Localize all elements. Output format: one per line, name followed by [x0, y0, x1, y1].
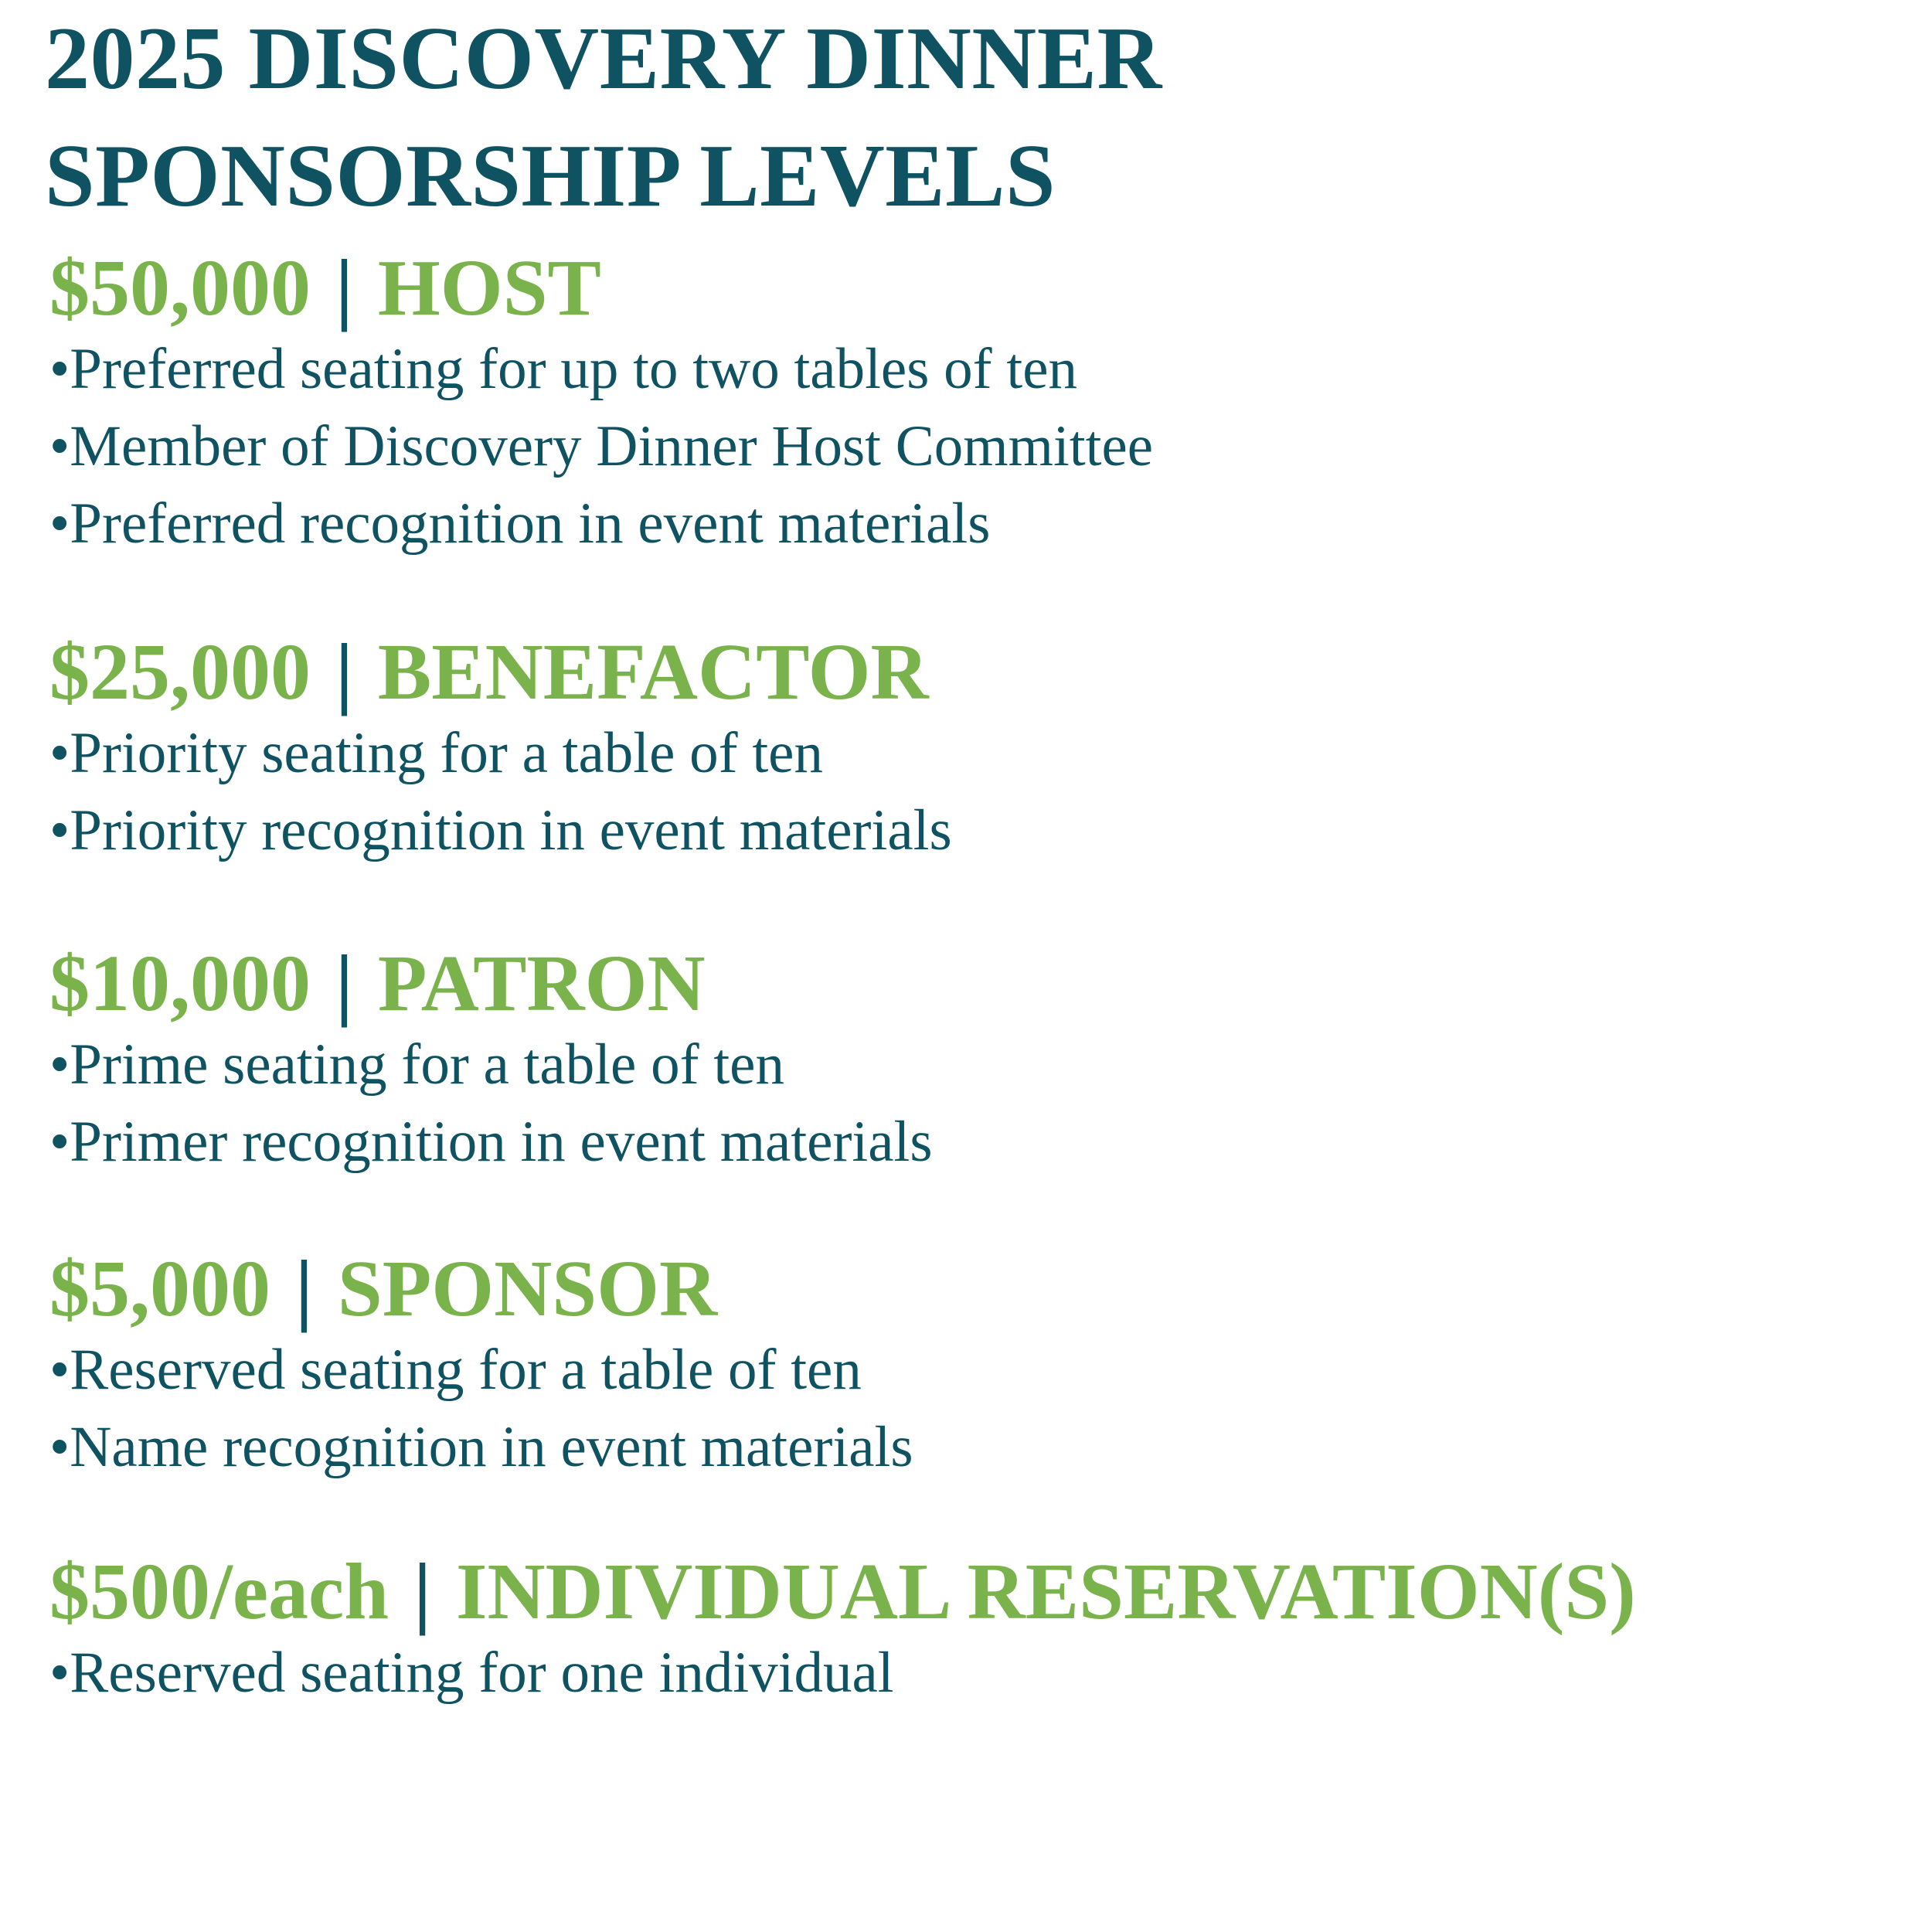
level-name: HOST — [377, 243, 601, 332]
level-amount: $500/each — [49, 1547, 389, 1636]
level-name: PATRON — [377, 939, 706, 1028]
bullet-icon: • — [49, 337, 70, 401]
level-separator: | — [295, 1244, 313, 1333]
benefit-item — [49, 1634, 1636, 1712]
level-separator: | — [335, 243, 353, 332]
level-separator: | — [335, 628, 353, 716]
level-patron — [49, 941, 933, 1181]
bullet-icon: • — [49, 1338, 70, 1402]
bullet-icon: • — [49, 1032, 70, 1097]
benefit-text: Preferred seating for up to two tables of ten — [70, 337, 1078, 401]
level-amount: $10,000 — [49, 939, 311, 1028]
level-host — [49, 243, 1154, 563]
level-name: SPONSOR — [337, 1244, 718, 1333]
bullet-icon: • — [49, 1110, 70, 1174]
benefit-text: Reserved seating for one individual — [70, 1641, 894, 1705]
bullet-icon: • — [49, 721, 70, 785]
level-amount: $5,000 — [49, 1244, 270, 1333]
benefit-text: Reserved seating for a table of ten — [70, 1338, 862, 1402]
level-amount: $25,000 — [49, 628, 311, 716]
level-benefactor — [49, 630, 952, 869]
benefit-list — [49, 1026, 933, 1181]
bullet-icon: • — [49, 1415, 70, 1479]
benefit-text: Priority recognition in event materials — [70, 798, 952, 862]
bullet-icon: • — [49, 492, 70, 556]
level-separator: | — [413, 1547, 431, 1636]
benefit-list — [49, 331, 1153, 563]
title-line-2: SPONSORSHIP LEVELS — [45, 127, 1056, 226]
benefit-item — [49, 1026, 933, 1104]
benefit-item — [49, 485, 1153, 563]
benefit-text: Prime seating for a table of ten — [70, 1032, 784, 1097]
level-heading — [49, 630, 952, 715]
benefit-item — [49, 1409, 913, 1486]
title-line-1: 2025 DISCOVERY DINNER — [45, 9, 1162, 108]
level-heading — [49, 941, 933, 1026]
bullet-icon: • — [49, 1641, 70, 1705]
level-heading — [49, 243, 1153, 332]
level-name: INDIVIDUAL RESERVATION(S) — [455, 1547, 1636, 1636]
level-heading — [49, 1244, 913, 1333]
benefit-text: Member of Discovery Dinner Host Committee — [70, 414, 1154, 478]
benefit-item — [49, 792, 952, 869]
level-sponsor — [49, 1244, 913, 1486]
page-title — [45, 0, 1162, 235]
benefit-text: Name recognition in event materials — [70, 1415, 913, 1479]
benefit-item — [49, 1332, 913, 1409]
bullet-icon: • — [49, 414, 70, 478]
level-separator: | — [335, 939, 353, 1028]
benefit-item — [49, 715, 952, 792]
benefit-text: Priority seating for a table of ten — [70, 721, 823, 785]
benefit-item — [49, 408, 1153, 485]
level-amount: $50,000 — [49, 243, 311, 332]
level-heading — [49, 1549, 1636, 1634]
benefit-text: Preferred recognition in event materials — [70, 492, 991, 556]
benefit-list — [49, 1634, 1636, 1712]
level-individual-reservation — [49, 1549, 1636, 1712]
bullet-icon: • — [49, 798, 70, 862]
benefit-item — [49, 331, 1153, 408]
benefit-item — [49, 1104, 933, 1181]
level-name: BENEFACTOR — [377, 628, 929, 716]
benefit-text: Primer recognition in event materials — [70, 1110, 933, 1174]
benefit-list — [49, 715, 952, 869]
benefit-list — [49, 1332, 913, 1486]
